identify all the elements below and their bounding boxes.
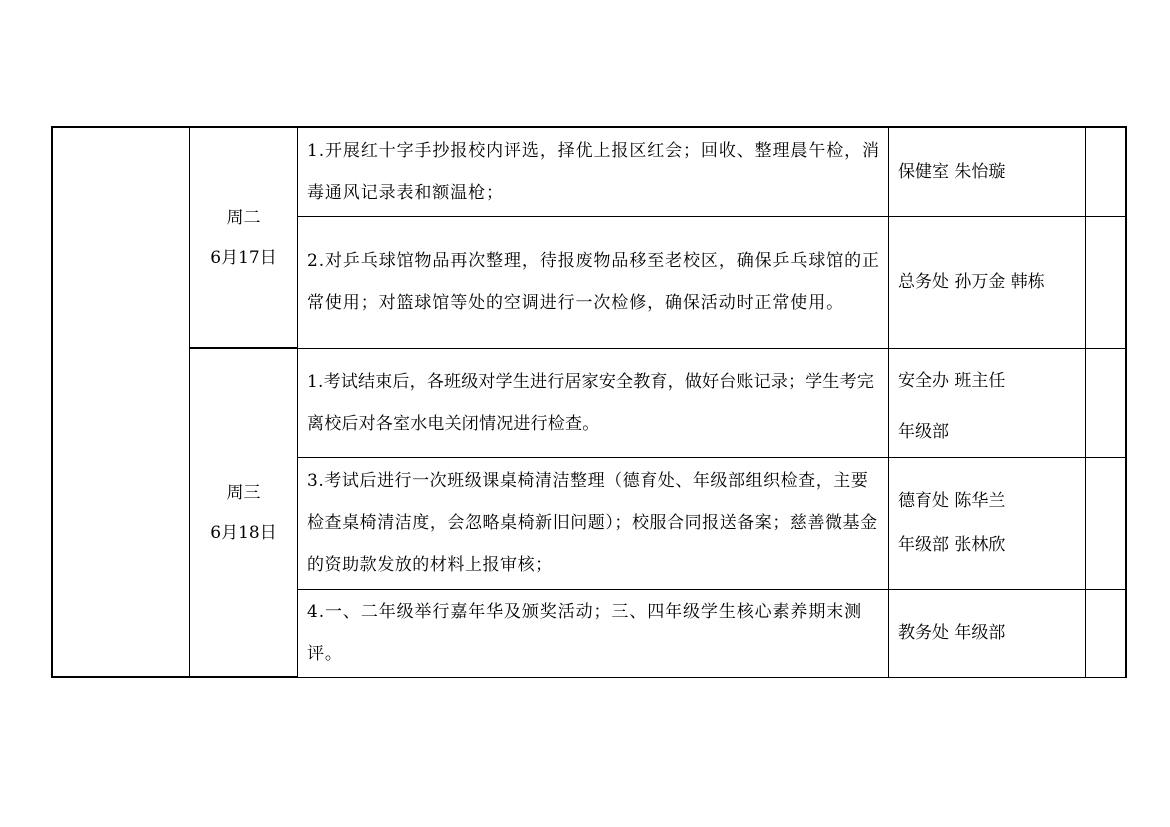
department-cell <box>889 457 1086 589</box>
day-date: 6月17日 <box>210 247 277 268</box>
day-cell <box>190 348 298 677</box>
table-row <box>52 348 1126 457</box>
task-text: 1.开展红十字手抄报校内评选，择优上报区红会；回收、整理晨午检，消毒通风记录表和额温枪； <box>307 140 880 203</box>
department-name: 德育处 陈华兰 <box>898 491 1006 511</box>
task-cell <box>298 348 889 457</box>
day-date: 6月18日 <box>210 522 277 543</box>
department-name: 保健室 朱怡璇 <box>898 161 1006 182</box>
department-cell <box>889 589 1086 677</box>
department-cell <box>889 348 1086 457</box>
department-name: 安全办 班主任 <box>898 370 1006 391</box>
notes-cell <box>1086 348 1127 457</box>
department-name: 年级部 张林欣 <box>898 535 1006 555</box>
empty-first-column-cell <box>52 127 190 677</box>
department-name: 总务处 孙万金 韩栋 <box>898 272 1045 292</box>
notes-cell <box>1086 589 1127 677</box>
task-text: 1.考试结束后，各班级对学生进行居家安全教育，做好台账记录；学生考完离校后对各室水电关闭情况进行检查。 <box>307 371 875 434</box>
table-row <box>52 127 1126 216</box>
department-name: 年级部 <box>898 421 949 442</box>
schedule-table <box>51 126 1127 678</box>
day-cell <box>190 127 298 348</box>
department-cell <box>889 127 1086 216</box>
notes-cell <box>1086 216 1127 348</box>
task-text: 2.对乒乓球馆物品再次整理，待报废物品移至老校区，确保乒乓球馆的正常使用；对篮球馆等处的空调进行一次检修，确保活动时正常使用。 <box>307 251 880 313</box>
task-cell <box>298 457 889 589</box>
task-text: 4.一、二年级举行嘉年华及颁奖活动；三、四年级学生核心素养期末测评。 <box>307 602 863 664</box>
day-name: 周三 <box>226 482 261 503</box>
department-name: 教务处 年级部 <box>898 623 1006 643</box>
notes-cell <box>1086 457 1127 589</box>
task-cell <box>298 216 889 348</box>
notes-cell <box>1086 127 1127 216</box>
day-name: 周二 <box>226 207 261 228</box>
department-cell <box>889 216 1086 348</box>
task-cell <box>298 589 889 677</box>
task-text: 3.考试后进行一次班级课桌椅清洁整理（德育处、年级部组织检查，主要检查桌椅清洁度，会忽略桌椅新旧问题）；校服合同报送备案；慈善微基金的资助款发放的材料上报审核； <box>307 471 878 575</box>
task-cell <box>298 127 889 216</box>
